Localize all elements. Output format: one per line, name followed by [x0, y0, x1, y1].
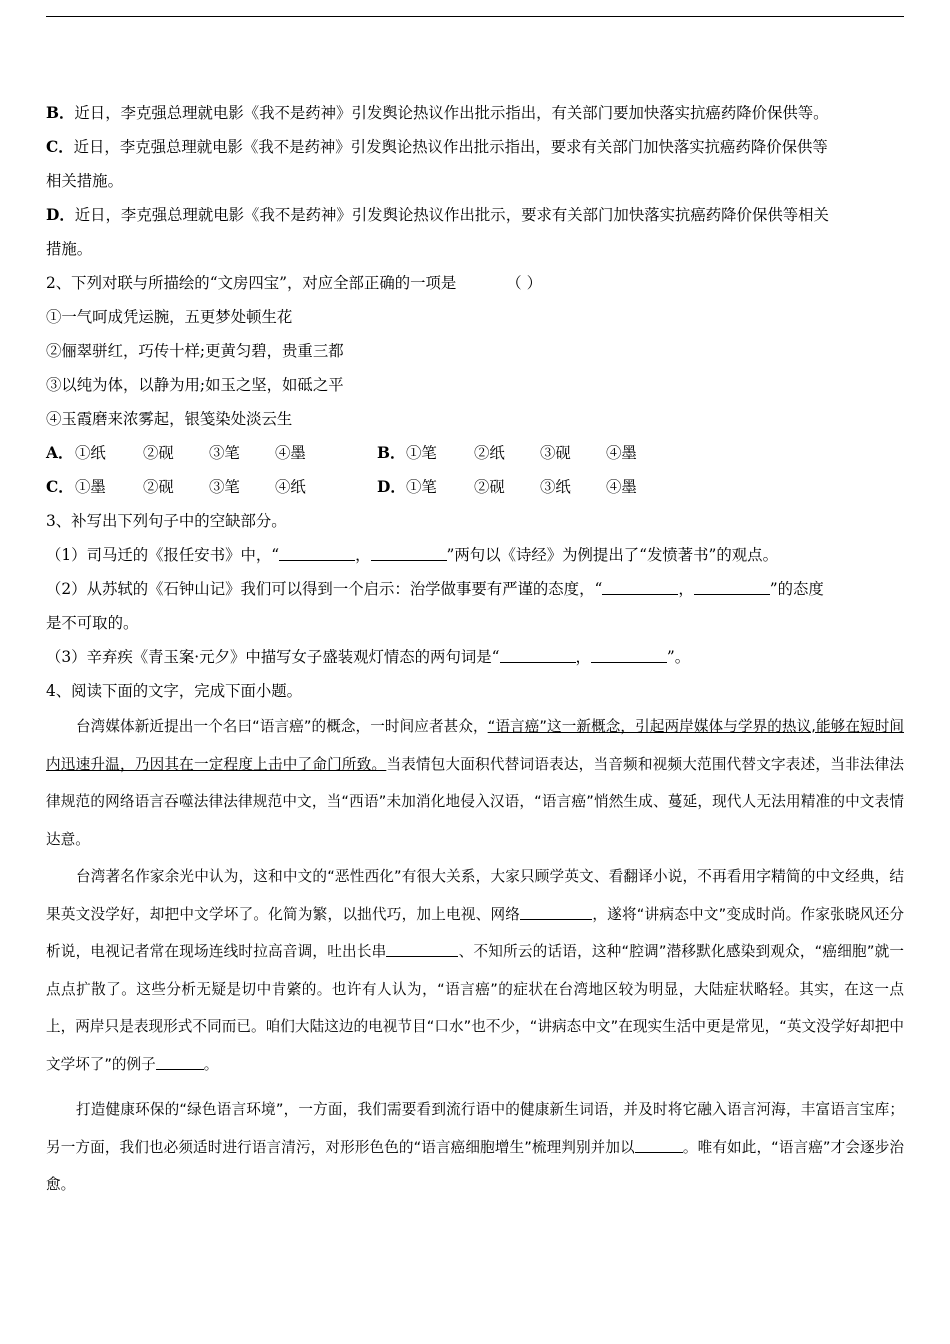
fill-blank[interactable]: [635, 1136, 683, 1153]
q2-stem: 2、下列对联与所描绘的“文房四宝”，对应全部正确的一项是 （ ）: [46, 274, 542, 292]
q1-option-d: D．近日，李克强总理就电影《我不是药神》引发舆论热议作出批示，要求有关部门加快落实抗癌药降价保供等相关 措施。: [46, 206, 829, 258]
reading-passage: [46, 708, 904, 1204]
fill-blank[interactable]: [386, 940, 458, 957]
fill-blank[interactable]: [602, 578, 678, 595]
answer-paren: （ ）: [506, 274, 542, 292]
underlined-sentence: “语言癌”这一新概念，引起两岸媒体与学界的热议,能够在短时间内迅速升温，乃因其在一定程度上击中了命门所致。: [46, 718, 905, 773]
q2-options-row-1: [46, 436, 904, 470]
q2-item: ④玉霞磨来浓雾起，银笺染处淡云生: [46, 410, 293, 428]
q1-option-b: B．近日，李克强总理就电影《我不是药神》引发舆论热议作出批示指出，有关部门要加快落实抗癌药降价保供等。: [46, 104, 829, 122]
q2-option-d: D． ①笔 ②砚 ③纸 ④墨: [377, 478, 637, 496]
fill-blank[interactable]: [156, 1053, 204, 1070]
q3-sentence-2: （2）从苏轼的《石钟山记》我们可以得到一个启示：治学做事要有严谨的态度，“ ， ”的态度: [46, 580, 824, 598]
q2-option-b: B． ①笔 ②纸 ③砚 ④墨: [377, 444, 637, 462]
q3-sentence-1: （1）司马迁的《报任安书》中，“ ， ”两句以《诗经》为例提出了“发愤著书”的观点。: [46, 546, 778, 564]
q2-options-row-2: [46, 470, 904, 504]
fill-blank[interactable]: [371, 544, 447, 561]
fill-blank[interactable]: [500, 646, 576, 663]
q2-item: ②俪翠骈红，巧传十样;更黄匀碧，贵重三都: [46, 342, 344, 360]
q3-stem: 3、补写出下列句子中的空缺部分。: [46, 512, 287, 530]
q2-item: ③以纯为体，以静为用;如玉之坚，如砥之平: [46, 376, 344, 394]
fill-blank[interactable]: [694, 578, 770, 595]
content: [46, 96, 904, 1204]
header-rule: [46, 16, 904, 17]
passage-paragraph-1: 台湾媒体新近提出一个名曰“语言癌”的概念，一时间应者甚众，“语言癌”这一新概念，引起两岸媒体与学界的热议,能够在短时间内迅速升温，乃因其在一定程度上击中了命门所致。当表情包大面积代替词语表达，当音频和视频大范围代替文字表述，当非法律法律规范的网络语言吞噬法律法律规范中文，当“西语”未加消化地侵入汉语，“语言癌”悄然生成、蔓延，现代人无法用精准的中文表情达意。: [46, 718, 905, 848]
q2-option-a: A． ①纸 ②砚 ③笔 ④墨: [46, 444, 306, 462]
fill-blank[interactable]: [520, 903, 592, 920]
fill-blank[interactable]: [279, 544, 355, 561]
passage-paragraph-2: 台湾著名作家余光中认为，这和中文的“恶性西化”有很大关系，大家只顾学英文、看翻译小说，不再看用字精简的中文经典，结果英文没学好，却把中文学坏了。化简为繁，以拙代巧，加上电视、网络 ，遂将“讲病态中文”变成时尚。作家张晓风还分析说，电视记者常在现场连线时拉高音调，吐出长串 、不知所云的话语，这种“腔调”潜移默化感染到观众，“癌细胞”就一点点扩散了。这些分析无疑是切中肯綮的。也许有人认为，“语言癌”的症状在台湾地区较为明显，大陆症状略轻。其实，在这一点上，两岸只是表现形式不同而已。咱们大陆这边的电视节目“口水”也不少，“讲病态中文”在现实生活中更是常见，“英文没学好却把中文学坏了”的例子 。: [46, 868, 904, 1073]
q2-item: ①一气呵成凭运腕，五更梦处顿生花: [46, 308, 293, 326]
q1-option-c: C．近日，李克强总理就电影《我不是药神》引发舆论热议作出批示指出，要求有关部门加快落实抗癌药降价保供等 相关措施。: [46, 138, 828, 190]
q4-stem: 4、阅读下面的文字，完成下面小题。: [46, 682, 303, 700]
q2-option-c: C． ①墨 ②砚 ③笔 ④纸: [46, 478, 306, 496]
q3-sentence-3: （3）辛弃疾《青玉案·元夕》中描写女子盛装观灯情态的两句词是“ ， ”。: [46, 648, 691, 666]
fill-blank[interactable]: [591, 646, 667, 663]
q3-sentence-2-cont: 是不可取的。: [46, 614, 139, 632]
passage-paragraph-3: 打造健康环保的“绿色语言环境”，一方面，我们需要看到流行语中的健康新生词语，并及时将它融入语言河海，丰富语言宝库；另一方面，我们也必须适时进行语言清污，对形形色色的“语言癌细胞增生”梳理判别并加以 。唯有如此，“语言癌”才会逐步治愈。: [46, 1101, 905, 1193]
